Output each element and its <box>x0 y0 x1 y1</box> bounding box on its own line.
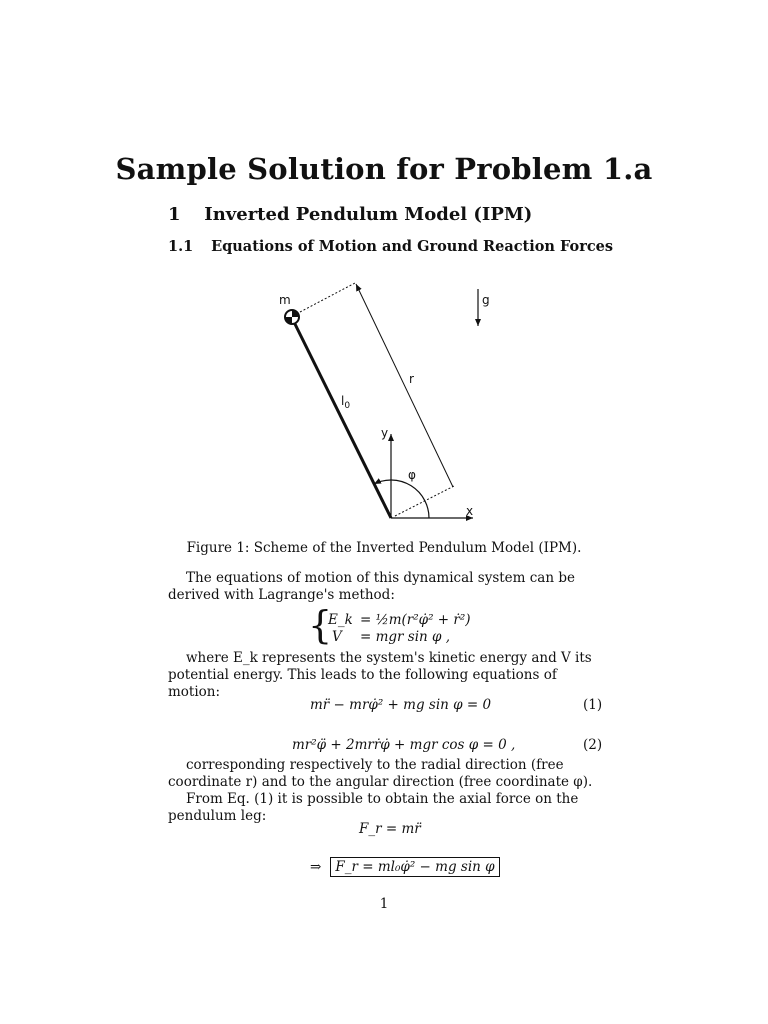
result-equation-row <box>310 856 500 875</box>
force-equation: F_r = mr̈ <box>359 821 421 837</box>
section-title: Inverted Pendulum Model (IPM) <box>204 204 533 225</box>
page-number: 1 <box>379 896 389 912</box>
paragraph-axial-force-text: From Eq. (1) it is possible to obtain the axial force on the pendulum leg: <box>168 791 579 824</box>
pendulum-leg <box>292 318 391 518</box>
equation-2-number: (2) <box>583 737 603 753</box>
paragraph-coordinates-text: corresponding respectively to the radial direction (free coordinate r) and to the angular direction (free coordinate φ). <box>168 757 593 790</box>
equation-2: mr²φ̈ + 2mrṙφ̇ + mgr cos φ = 0 , <box>292 737 516 753</box>
equation-1: mr̈ − mrφ̇² + mg sin φ = 0 <box>310 697 492 713</box>
angle-label: φ <box>408 468 416 482</box>
paragraph-energy-text: where E_k represents the system's kinetic energy and V its potential energy. This leads to the following equations of motion: <box>168 650 592 700</box>
document-title: Sample Solution for Problem 1.a <box>115 152 653 186</box>
energy-equations <box>308 603 471 647</box>
potential-energy-lhs: V <box>332 629 342 645</box>
figure-caption: Figure 1: Scheme of the Inverted Pendulum Model (IPM). <box>186 540 582 556</box>
gravity-label: g <box>482 293 490 307</box>
subsection-number: 1.1 <box>168 238 194 255</box>
paragraph-lagrange <box>168 570 600 604</box>
point-mass <box>285 310 299 324</box>
potential-energy-rhs: = mgr sin φ , <box>360 629 451 645</box>
r-dimension-arrow <box>356 284 453 487</box>
equation-1-number: (1) <box>583 697 603 713</box>
leg-length-label: $l_0$ <box>341 394 351 411</box>
paragraph-axial-force <box>168 791 600 825</box>
dotted-line-top <box>300 283 355 312</box>
paragraph-energy-description <box>168 650 600 701</box>
implies-symbol: ⇒ <box>310 859 322 875</box>
paragraph-lagrange-text: The equations of motion of this dynamical system can be derived with Lagrange's method: <box>168 570 575 603</box>
left-brace: { <box>308 603 333 647</box>
kinetic-energy-lhs: E_k <box>328 612 353 628</box>
boxed-result-equation: F_r = ml₀φ̇² − mg sin φ <box>330 857 499 877</box>
mass-label: m <box>279 293 291 307</box>
x-axis-label: x <box>466 504 474 518</box>
radius-label: r <box>409 372 414 386</box>
section-number: 1 <box>168 204 181 225</box>
y-axis-label: y <box>381 426 389 440</box>
subsection-title: Equations of Motion and Ground Reaction Forces <box>211 238 614 255</box>
kinetic-energy-rhs: = ½m(r²φ̇² + ṙ²) <box>360 612 471 628</box>
paragraph-coordinates <box>168 757 600 791</box>
